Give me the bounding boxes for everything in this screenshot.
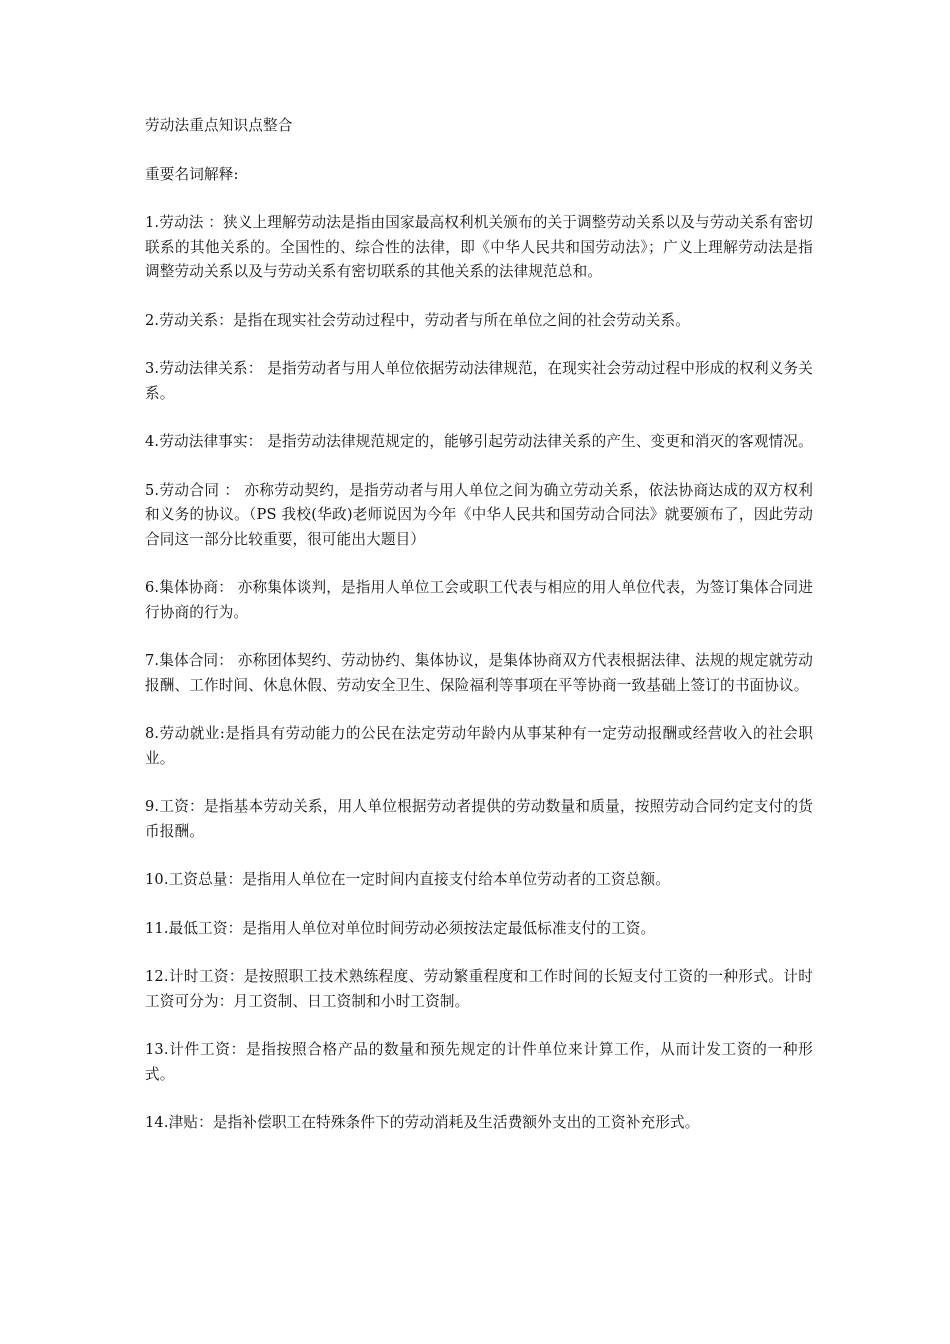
term-entry-1: 1.劳动法 ：狭义上理解劳动法是指由国家最高权利机关颁布的关于调整劳动关系以及与劳动关系有密切联系的其他关系的。全国性的、综合性的法律，即《中华人民共和国劳动法》；广义上理解劳动法是指调整劳动关系以及与劳动关系有密切联系的其他关系的法律规范总和。 [145, 214, 813, 280]
term-entry-2: 2.劳动关系：是指在现实社会劳动过程中，劳动者与所在单位之间的社会劳动关系。 [145, 311, 691, 329]
term-entry-14: 14.津贴：是指补偿职工在特殊条件下的劳动消耗及生活费额外支出的工资补充形式。 [145, 1114, 700, 1131]
term-entry-11: 11.最低工资：是指用人单位对单位时间劳动必须按法定最低标准支付的工资。 [145, 919, 656, 937]
term-entry-4: 4.劳动法律事实： 是指劳动法律规范规定的，能够引起劳动法律关系的产生、变更和消灭的客观情况。 [145, 433, 813, 450]
section-heading: 重要名词解释: [145, 165, 239, 183]
term-entry-7: 7.集体合同： 亦称团体契约、劳动协约、集体协议，是集体协商双方代表根据法律、法规的规定就劳动报酬、工作时间、休息休假、劳动安全卫生、保险福利等事项在平等协商一致基础上签订的书面协议。 [145, 652, 813, 694]
document-title: 劳动法重点知识点整合 [145, 117, 293, 134]
term-entry-10: 10.工资总量：是指用人单位在一定时间内直接支付给本单位劳动者的工资总额。 [145, 871, 670, 888]
term-entry-13: 13.计件工资：是指按照合格产品的数量和预先规定的计件单位来计算工作，从而计发工资的一种形式。 [145, 1041, 813, 1083]
term-entry-12: 12.计时工资：是按照职工技术熟练程度、劳动繁重程度和工作时间的长短支付工资的一种形式。计时工资可分为：月工资制、日工资制和小时工资制。 [145, 968, 813, 1010]
term-entry-3: 3.劳动法律关系： 是指劳动者与用人单位依据劳动法律规范，在现实社会劳动过程中形成的权利义务关系。 [145, 360, 813, 402]
document-body [145, 114, 813, 1160]
term-entry-5: 5.劳动合同 ： 亦称劳动契约，是指劳动者与用人单位之间为确立劳动关系，依法协商达成的双方权利和义务的协议。（PS 我校(华政)老师说因为今年《中华人民共和国劳动合同法》就要颁布了，因此劳动合同这一部分比较重要，很可能出大题目） [145, 481, 813, 548]
term-entry-6: 6.集体协商： 亦称集体谈判，是指用人单位工会或职工代表与相应的用人单位代表，为签订集体合同进行协商的行为。 [145, 579, 813, 621]
term-entry-9: 9.工资：是指基本劳动关系，用人单位根据劳动者提供的劳动数量和质量，按照劳动合同约定支付的货币报酬。 [145, 798, 813, 840]
term-entry-8: 8.劳动就业:是指具有劳动能力的公民在法定劳动年龄内从事某种有一定劳动报酬或经营收入的社会职业。 [145, 725, 813, 767]
